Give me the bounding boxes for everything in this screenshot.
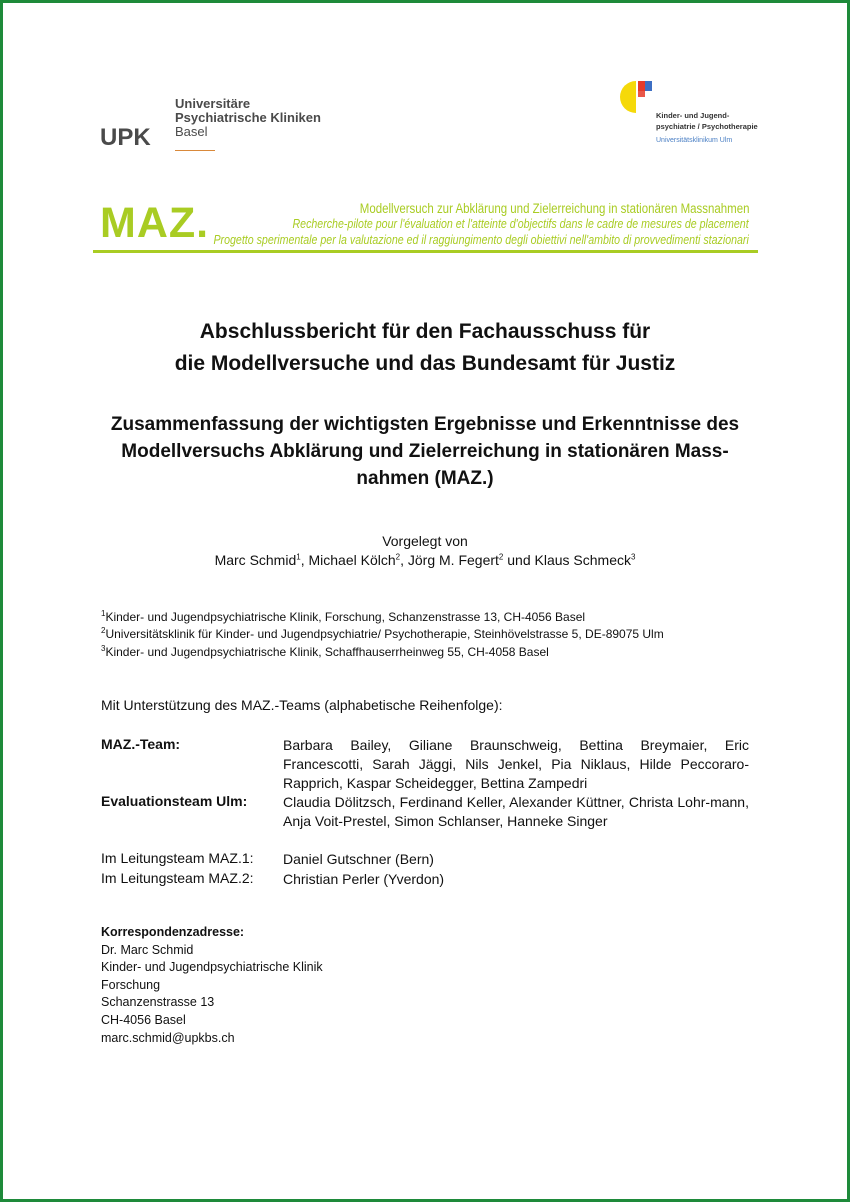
correspondence-line: CH-4056 Basel [101, 1012, 186, 1027]
team-members-lead2: Christian Perler (Yverdon) [283, 871, 445, 887]
affiliation-text: Kinder- und Jugendpsychiatrische Klinik, Schaffhauserrheinweg 55, CH-4058 Basel [105, 645, 549, 659]
maz-line-fr: Recherche-pilote pour l'évaluation et l'atteinte d'objectifs dans le cadre de mesures de placement [292, 217, 749, 231]
author-name: Michael Kölch [308, 552, 396, 568]
maz-line-de: Modellversuch zur Abklärung und Zielerreichung in stationären Massnahmen [359, 201, 749, 216]
maz-acronym: MAZ. [100, 199, 210, 247]
team-label-lead1: Im Leitungsteam MAZ.1: [101, 850, 254, 866]
upk-logo-text [175, 97, 321, 139]
author-aff: 2 [395, 552, 401, 562]
author-name: Marc Schmid [214, 552, 297, 568]
maz-divider [93, 250, 758, 253]
report-title [0, 316, 850, 380]
maz-line-it: Progetto sperimentale per la valutazione ed il raggiungimento degli obiettivi nell'ambito di provvedimenti stazionari [213, 233, 749, 247]
correspondence-block [101, 924, 323, 1047]
team-members-ulm: Claudia Dölitzsch, Ferdinand Keller, Alexander Küttner, Christa Lohr-mann, Anja Voit-Prestel, Simon Schlanser, Hanneke Singer [283, 794, 749, 829]
team-label-lead2: Im Leitungsteam MAZ.2: [101, 870, 254, 886]
author-sep: , [300, 552, 309, 568]
upk-logo-line3: Basel [175, 124, 208, 139]
team-label-ulm: Evaluationsteam Ulm: [101, 793, 248, 809]
upk-logo-rule [175, 150, 215, 151]
affiliation-text: Universitätsklinik für Kinder- und Jugendpsychiatrie/ Psychotherapie, Steinhövelstrasse 5, DE-89075 Ulm [105, 627, 664, 641]
affiliation-3 [101, 645, 549, 659]
upk-logo-line2: Psychiatrische Kliniken [175, 110, 321, 125]
report-title-line1: Abschlussbericht für den Fachausschuss für [199, 320, 651, 343]
author-name: Jörg M. Fegert [407, 552, 499, 568]
author-aff: 1 [296, 552, 301, 562]
support-line: Mit Unterstützung des MAZ.-Teams (alphabetische Reihenfolge): [101, 697, 503, 713]
report-subtitle-line1: Zusammenfassung der wichtigsten Ergebnisse und Erkenntnisse des [110, 414, 740, 435]
correspondence-email[interactable]: marc.schmid@upkbs.ch [101, 1030, 235, 1045]
author-aff: 2 [498, 552, 504, 562]
report-subtitle-line3: nahmen (MAZ.) [356, 468, 494, 489]
author-aff: 3 [630, 552, 636, 562]
authors-line [0, 552, 850, 568]
upk-logo-line1: Universitäre [175, 96, 251, 111]
ulm-logo-line3: Universitätsklinikum Ulm [656, 137, 733, 144]
author-name: Klaus Schmeck [534, 552, 631, 568]
report-subtitle [90, 411, 760, 492]
ulm-logo-line1: Kinder- und Jugend- [656, 111, 730, 120]
report-subtitle-line2: Modellversuchs Abklärung und Zielerreichung in stationären Mass- [121, 441, 729, 462]
affiliation-text: Kinder- und Jugendpsychiatrische Klinik, Forschung, Schanzenstrasse 13, CH-4056 Basel [105, 610, 586, 624]
correspondence-line: Forschung [101, 977, 161, 992]
correspondence-heading: Korrespondenzadresse: [101, 925, 245, 939]
team-members-maz: Barbara Bailey, Giliane Braunschweig, Bettina Breymaier, Eric Francescotti, Sarah Jäggi, Nils Jenkel, Pia Niklaus, Hilde Peccoraro-Rapprich, Kaspar Scheidegger, Bettina Zampedri [283, 737, 749, 791]
affiliation-1 [101, 610, 585, 624]
affiliation-num: 1 [101, 609, 106, 618]
affiliation-num: 2 [101, 626, 106, 635]
affiliation-num: 3 [101, 644, 106, 653]
upk-logo-mark: UPK [100, 124, 151, 151]
affiliation-2 [101, 627, 664, 641]
correspondence-line: Dr. Marc Schmid [101, 942, 194, 957]
correspondence-line: Kinder- und Jugendpsychiatrische Klinik [101, 960, 323, 975]
author-sep: und [503, 552, 535, 568]
author-sep: , [400, 552, 408, 568]
ulm-logo-line2: psychiatrie / Psychotherapie [656, 122, 758, 131]
team-label-maz: MAZ.-Team: [101, 736, 181, 752]
team-members-lead1: Daniel Gutschner (Bern) [283, 851, 434, 867]
report-title-line2: die Modellversuche und das Bundesamt für Justiz [174, 352, 676, 375]
presented-by: Vorgelegt von [382, 533, 468, 549]
ulm-logo-icon [618, 79, 654, 115]
correspondence-line: Schanzenstrasse 13 [101, 995, 215, 1010]
